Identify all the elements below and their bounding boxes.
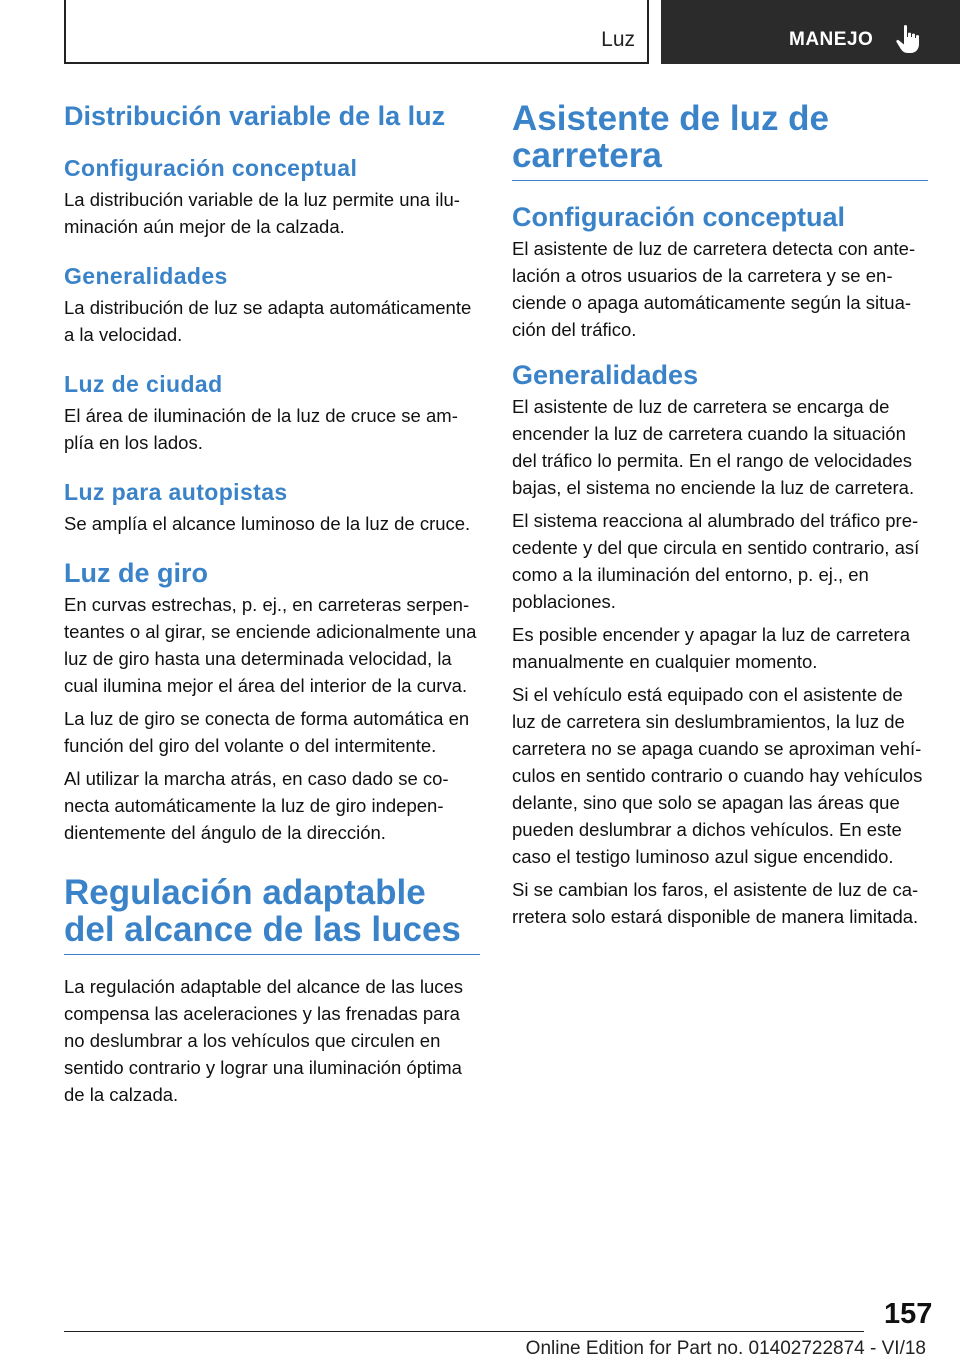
paragraph: La regulación adaptable del alcance de las luces compensa las aceleraciones y las frenadas para no deslumbrar a los vehículos que circulen en sentido contrario y lograr una iluminación óptima de la calzada. (64, 976, 464, 1105)
section-title-configuracion: Configuración conceptual (512, 202, 846, 232)
pointing-hand-icon (895, 24, 921, 54)
left-column (64, 100, 480, 1108)
header-section-title: Luz (601, 28, 635, 51)
subsection-title-luz-autopistas: Luz para autopistas (64, 479, 288, 505)
chapter-tab-label: MANEJO (789, 29, 874, 50)
subsection-title-luz-ciudad: Luz de ciudad (64, 371, 223, 397)
paragraph: El área de iluminación de la luz de cruce se amplía en los lados. (64, 405, 458, 453)
paragraph: En curvas estrechas, p. ej., en carreteras serpenteantes o al girar, se enciende adicionalmente una luz de giro hasta una determinada velocidad, la cual ilumina mejor el área del interior de la curva. (64, 594, 477, 696)
paragraph: Al utilizar la marcha atrás, en caso dado se conecta automáticamente la luz de giro independientemente del ángulo de la dirección. (64, 768, 449, 843)
paragraph: La distribución variable de la luz permite una iluminación aún mejor de la calzada. (64, 189, 460, 237)
paragraph: El asistente de luz de carretera detecta con antelación a otros usuarios de la carretera y se enciende o apaga automáticamente según la situación del tráfico. (512, 238, 916, 340)
chapter-tab (661, 0, 960, 64)
page-number: 157 (884, 1298, 933, 1330)
chapter-title-regulacion: Regulación adaptable del alcance de las luces (64, 874, 480, 955)
paragraph: El sistema reacciona al alumbrado del tráfico precedente y del que circula en sentido contrario, así como a la iluminación del entorno, p. ej., en poblaciones. (512, 510, 920, 612)
paragraph: La luz de giro se conecta de forma automática en función del giro del volante o del intermitente. (64, 708, 470, 756)
paragraph: Si se cambian los faros, el asistente de luz de carretera solo estará disponible de manera limitada. (512, 879, 919, 927)
section-title-generalidades: Generalidades (512, 360, 699, 390)
subsection-title-configuracion: Configuración conceptual (64, 155, 358, 181)
footer-edition-text: Online Edition for Part no. 01402722874 - VI/18 (525, 1338, 926, 1359)
header-section-box (64, 0, 649, 64)
paragraph: Se amplía el alcance luminoso de la luz de cruce. (64, 513, 471, 534)
paragraph: Es posible encender y apagar la luz de carretera manualmente en cualquier momento. (512, 624, 910, 672)
paragraph: Si el vehículo está equipado con el asistente de luz de carretera sin deslumbramientos, la luz de carretera no se apaga cuando se aproximan vehículos en sentido contrario o cuando hay vehículos delante, sino que solo se apagan las áreas que pueden deslumbrar a dichos vehículos. En este caso el testigo luminoso azul sigue encendido. (512, 684, 923, 867)
chapter-title-asistente: Asistente de luz de carretera (512, 100, 928, 181)
paragraph: La distribución de luz se adapta automáticamente a la velocidad. (64, 297, 472, 345)
footer-divider (64, 1331, 864, 1332)
right-column (512, 100, 928, 930)
subsection-title-generalidades: Generalidades (64, 263, 228, 289)
paragraph: El asistente de luz de carretera se encarga de encender la luz de carretera cuando la situación del tráfico lo permita. En el rango de velocidades bajas, el sistema no enciende la luz de carretera. (512, 396, 915, 498)
section-title-distribucion: Distribución variable de la luz (64, 101, 446, 131)
section-title-luz-giro: Luz de giro (64, 558, 208, 588)
